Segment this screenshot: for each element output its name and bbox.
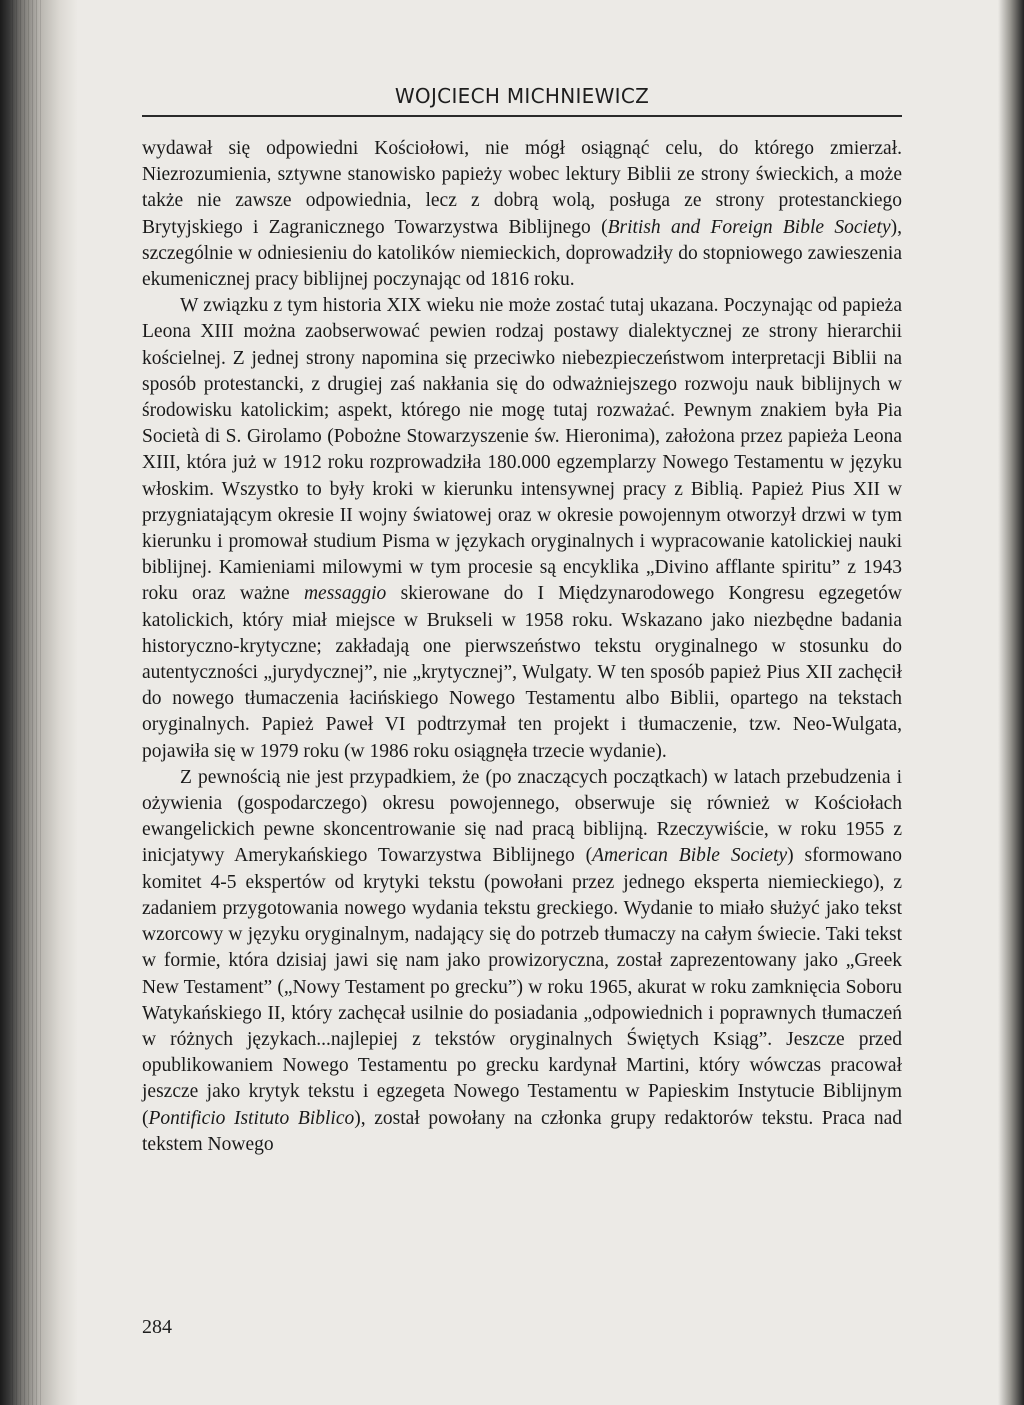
text-run: ) sformowano komitet 4-5 ekspertów od krytyki tekstu (powołani przez jednego eksperta niemieckiego), z zadaniem przygotowania nowego wydania tekstu greckiego. Wydanie to miało służyć jako tekst wzorcowy w języku oryginalnym, nadający się do potrzeb tłumaczy na całym świecie. Taki tekst w formie, która dzisiaj jawi się nam jako prowizoryczna, został zaprezentowany jako „Greek New Testament” („Nowy Testament po grecku”) w roku 1965, akurat w roku zamknięcia Soboru Watykańskiego II, który zachęcał usilnie do posiadania „odpowiednich i poprawnych tłumaczeń w różnych językach...najlepiej z tekstów oryginalnych Świętych Ksiąg”. Jeszcze przed opublikowaniem Nowego Testamentu po grecku kardynał Martini, który wówczas pracował jeszcze jako krytyk tekstu i egzegeta Nowego Testamentu w Papieskim Instytucie Biblijnym ( [142,845,903,1129]
text-run: Z pewnością nie jest przypadkiem, że (po znaczących początkach) w latach przebudzenia i ożywienia (gospodarczego) okresu powojennego, obserwuje się również w Kościołach ewangelickich pewne skoncentrowanie się nad pracą biblijną. Rzeczywiście, w roku 1955 z inicjatywy Amerykańskiego Towarzystwa Biblijnego ( [142,766,902,867]
italic-run: messaggio [303,583,387,605]
italic-run: British and Foreign Bible Society [607,216,891,238]
page-edges [12,0,42,1405]
italic-run: American Bible Society [592,845,788,867]
book-right-edge [998,0,1024,1405]
paragraph-2 [142,293,902,765]
text-run: ), został powołany na członka grupy redaktorów tekstu. Praca nad tekstem Nowego [142,1107,903,1155]
running-head: WOJCIECH MICHNIEWICZ [394,84,650,108]
header-rule [142,115,902,117]
text-run: skierowane do I Międzynarodowego Kongresu egzegetów katolickich, który miał miejsce w Brukseli w 1958 roku. Wskazano jako niezbędne badania historyczno-krytyczne; zakładają one pierwszeństwo tekstu oryginalnego w stosunku do autentyczności „jurydycznej”, nie „krytycznej”, Wulgaty. W ten sposób papież Pius XII zachęcił do nowego tłumaczenia łacińskiego Nowego Testamentu albo Biblii, opartego na tekstach oryginalnych. Papież Paweł VI podtrzymał ten projekt i tłumaczenie, tzw. Neo-Wulgata, pojawiła się w 1979 roku (w 1986 roku osiągnęła trzecie wydanie). [142,583,902,762]
paragraph-1 [142,136,902,293]
book-spine-shadow [0,0,78,1405]
text-run: ), szczególnie w odniesieniu do katolików niemieckich, doprowadziły do stopniowego zawieszenia ekumenicznej pracy biblijnej poczynając od 1816 roku. [142,216,902,291]
book-page [90,0,998,1405]
paragraph-3 [142,765,902,1158]
text-run: W związku z tym historia XIX wieku nie może zostać tutaj ukazana. Poczynając od papieża Leona XIII można zaobserwować pewien rodzaj postawy dialektycznej ze strony hierarchii kościelnej. Z jednej strony napomina się przeciwko niebezpieczeństwom interpretacji Biblii na sposób protestancki, z drugiej zaś nakłania się do odważniejszego rozwoju nauk biblijnych w środowisku katolickim; aspekt, którego nie mogę tutaj rozważać. Pewnym znakiem była Pia Società di S. Girolamo (Pobożne Stowarzyszenie św. Hieronima), założona przez papieża Leona XIII, która już w 1912 roku rozprowadziła 180.000 egzemplarzy Nowego Testamentu w języku włoskim. Wszystko to były kroki w kierunku intensywnej pracy z Biblią. Papież Pius XII w przygniatającym okresie II wojny światowej oraz w okresie powojennym otworzył drzwi w tym kierunku i promował studium Pisma w językach oryginalnych i wypracowanie katolickiej nauki biblijnej. Kamieniami milowymi w tym procesie są encyklika „Divino afflante spiritu” z 1943 roku oraz ważne [142,295,902,605]
page-number: 284 [142,1316,172,1338]
body-text [142,136,902,1158]
text-run: wydawał się odpowiedni Kościołowi, nie mógł osiągnąć celu, do którego zmierzał. Niezrozumienia, sztywne stanowisko papieży wobec lektury Biblii ze strony świeckich, a może także nie zawsze odpowiednia, lecz z dobrą wolą, posługa ze strony protestanckiego Brytyjskiego i Zagranicznego Towarzystwa Biblijnego ( [142,138,902,238]
italic-run: Pontificio Istituto Biblico [148,1107,355,1129]
